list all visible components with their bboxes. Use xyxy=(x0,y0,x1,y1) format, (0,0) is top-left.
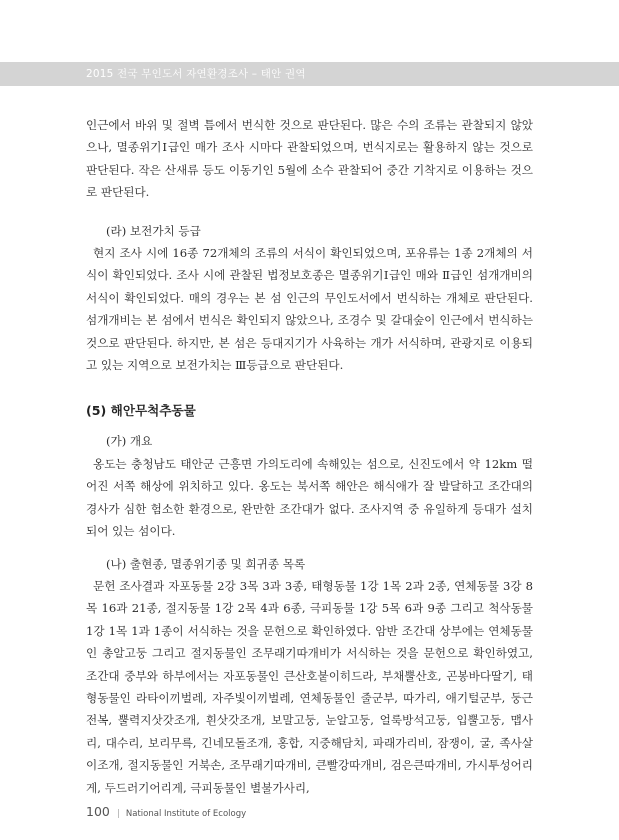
section-title-invertebrates: (5) 해안무척추동물 xyxy=(86,403,196,419)
running-header: 2015 전국 무인도서 자연환경조사 – 태안 권역 xyxy=(86,68,306,80)
paragraph-species: 문헌 조사결과 자포동물 2강 3목 3과 3종, 태형동물 1강 1목 2과 2종, 연체동물 3강 8목 16과 21종, 절지동물 1강 2목 4과 6종, 극피동물 1강 5목 6과 9종 그리고 척삭동물 1강 1목 1과 1종이 서식하는 것을 문헌으로 확인하였다. 암반 조간대 상부에는 연체동물인 총알고둥 그리고 절지동물인 조무래기따개비가 서식하는 것을 문헌으로 확인하였고, 조간대 중부와 하부에서는 자포동물인 큰산호붙이히드라, 부채뿔산호, 곤봉바다딸기, 태형동물인 라타이끼벌레, 자주빛이끼벌레, 연체동물인 줄군부, 따가리, 애기털군부, 둥근전복, 뿔력지삿갓조개, 흰삿갓조개, 보말고둥, 눈알고둥, 얼룩방석고둥, 입뿔고둥, 맵사리, 대수리, 보리무륵, 긴네모돌조개, 홍합, 지중해담치, 파래가리비, 잠쟁이, 굴, 족사살이조개, 절지동물인 거북손, 조무래기따개비, 큰빨강따개비, 검은큰따개비, 가시투성어리게, 두드러기어리게, 극피동물인 별불가사리, xyxy=(86,578,533,795)
institute-name: National Institute of Ecology xyxy=(125,809,247,819)
subheading-overview: (가) 개요 xyxy=(106,434,153,449)
page-footer xyxy=(86,804,246,819)
page-number: 100 xyxy=(86,804,110,819)
subheading-species-list: (나) 출현종, 멸종위기종 및 희귀종 목록 xyxy=(106,556,306,571)
paragraph-intro: 인근에서 바위 및 절벽 틈에서 번식한 것으로 판단된다. 많은 수의 조류는 관찰되지 않았으나, 멸종위기Ⅰ급인 매가 조사 시마다 관찰되었으며, 번식지로는 활용하지 않는 것으로 판단된다. 작은 산새류 등도 이동기인 5월에 소수 관찰되어 중간 기착지로 이용하는 것으로 판단된다. xyxy=(86,118,533,200)
paragraph-conservation: 현지 조사 시에 16종 72개체의 조류의 서식이 확인되었으며, 포유류는 1종 2개체의 서식이 확인되었다. 조사 시에 관찰된 법정보호종은 멸종위기Ⅰ급인 매와 Ⅱ급인 섬개개비의 서식이 확인되었다. 매의 경우는 본 섬 인근의 무인도서에서 번식하는 개체로 판단된다. 섬개개비는 본 섬에서 번식은 확인되지 않았으나, 조경수 및 갈대숲이 인근에서 번식하는 것으로 판단된다. 하지만, 본 섬은 등대지기가 사육하는 개가 서식하며, 관광지로 이용되고 있는 지역으로 보전가치는 Ⅲ등급으로 판단된다. xyxy=(86,246,533,373)
footer-separator: | xyxy=(116,809,120,819)
page-body xyxy=(86,114,533,799)
paragraph-overview: 옹도는 충청남도 태안군 근흥면 가의도리에 속해있는 섬으로, 신진도에서 약 12km 떨어진 서쪽 해상에 위치하고 있다. 옹도는 북서쪽 해안은 해식애가 잘 발달하고 조간대의 경사가 심한 험소한 환경으로, 완만한 조간대가 없다. 조사지역 중 유일하게 등대가 설치되어 있는 섬이다. xyxy=(86,456,533,539)
subheading-conservation-grade: (라) 보전가치 등급 xyxy=(106,223,201,238)
